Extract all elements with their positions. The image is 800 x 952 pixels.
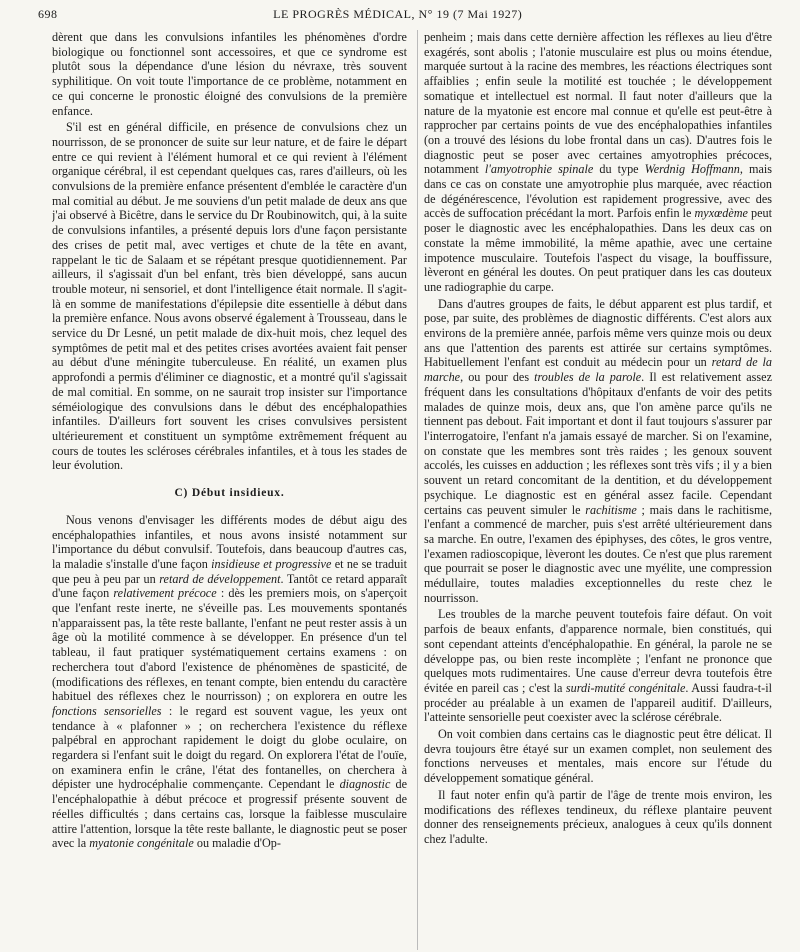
- right-column: [417, 30, 772, 950]
- journal-title: LE PROGRÈS MÉDICAL, N° 19 (7 Mai 1927): [273, 6, 523, 21]
- running-header: [38, 4, 762, 24]
- paragraph: S'il est en général difficile, en présence de convulsions chez un nourrisson, de se prononcer de suite sur leur nature, et de faire le départ entre ce qui revient à l'élément humoral et ce qui revient à l'élément organique cérébral, il est cependant quelques cas, rares d'ailleurs, où les convulsions de la première enfance présentent d'emblée le caractère d'un mal comitial au début. Je me souviens d'un petit malade de deux ans que j'ai observé à Bicêtre, dans le service du Dr Roubinowitch, qui, à la suite de convulsions infantiles, a présenté depuis lors d'une façon persistante des crises de petit mal, avec vertiges et chute de la tête en avant, rappelant le tic de Salaam et se répétant presque quotidiennement. Par ailleurs, il s'agissait d'un bel enfant, très bien développé, sans aucun trouble moteur, ni sensoriel, et dont l'intelligence était normale. Il s'agit-là en somme de manifestations d'épilepsie dite essentielle à début dans la première enfance. Nous avons observé également à Trousseau, dans le service du Dr Lesné, un petit malade de dix-huit mois, chez lequel des symptômes de petit mal et des petites crises avortées avaient fait penser au début d'une méningite tuberculeuse. En réalité, un examen plus approfondi a permis d'éliminer ce diagnostic, et a montré qu'il s'agissait de mal comitial. En somme, on ne saurait trop insister sur l'importance séméiologique des convulsions dans le début des encéphalopathies infantiles. D'ailleurs fort souvent les crises convulsives persistent ultérieurement et constituent un symptôme extrêmement fréquent au cours de toutes les scléroses cérébrales infantiles, et à tous les stades de leur évolution.: [52, 120, 407, 473]
- paragraph: penheim ; mais dans cette dernière affection les réflexes au lieu d'être exagérés, sont abolis ; l'atonie musculaire est plus ou moins étendue, marquée surtout à la racine des membres, les réactions électriques sont affaiblies ; enfin seule la motilité est touchée ; le développement somatique et intellectuel est normal. Il faut noter d'ailleurs que la nature de la myatonie est encore mal connue et qu'elle est peut-être à rapprocher par certains points de vue des encéphalopathies infantiles (on a trouvé des lésions du lobe frontal dans un cas). D'autres fois le diagnostic peut se poser avec certaines amyotrophies précoces, notamment l'amyotrophie spinale du type Werdnig Hoffmann, mais dans ce cas on constate une amyotrophie plus marquée, avec réaction de dégénérescence, l'évolution est rapidement progressive, avec des accès de suffocation précédant la mort. Parfois enfin le myxœdème peut poser le diagnostic avec les encéphalopathies. Dans les deux cas on constate la même immobilité, la même apathie, avec une certaine impotence musculaire. Toutefois l'aspect du visage, la bouffissure, lèveront en général les doutes. On peut pratiquer dans les cas douteux une radiographie du carpe.: [423, 30, 772, 294]
- paragraph: Nous venons d'envisager les différents modes de début aigu des encéphalopathies infantiles, et nous avons insisté notamment sur l'importance du début convulsif. Toutefois, dans beaucoup d'autres cas, la maladie s'installe d'une façon insidieuse et progressive et ne se traduit que peu à peu par un retard de développement. Tantôt ce retard apparaît d'une façon relativement précoce : dès les premiers mois, on s'aperçoit que l'enfant reste inerte, ne s'éveille pas. Les mouvements spontanés n'apparaissent pas, la tête reste ballante, l'enfant ne peut rester assis à un âge où la motilité commence à se développer. En présence d'un tel tableau, il faut pratiquer systématiquement certains examens : on recherchera tout d'abord l'existence de phénomènes de spasticité, de (modifications des réflexes, en tenant compte, bien entendu du caractère habituel des réflexes chez le nourrisson) ; on explorera en outre les fonctions sensorielles : le regard est souvent vague, les yeux ont tendance à « plafonner » ; on recherchera l'existence du réflexe palpébral en approchant rapidement le doigt du globe oculaire, on regardera si l'enfant suit le doigt du regard. On explorera l'état de l'ouïe, on examinera enfin le crâne, l'état des fontanelles, on cherchera à dépister une hydrocéphalie commençante. Cependant le diagnostic de l'encéphalopathie à début précoce et progressif présente souvent de réelles difficultés ; dans certains cas, lorsque la faiblesse musculaire attire l'attention, lorsque la tête reste ballante, le diagnostic peut se poser avec la myatonie congénitale ou maladie d'Op-: [52, 512, 407, 851]
- paragraph: dèrent que dans les convulsions infantiles les phénomènes d'ordre biologique ou fonctionnel sont accessoires, et que ce syndrome est plutôt sous la dépendance d'une lésion du névraxe, très souvent syphilitique. On voit toute l'importance de ce problème, notamment en ce qui concerne le pronostic éloigné des convulsions de la première enfance.: [52, 30, 407, 118]
- paragraph: Dans d'autres groupes de faits, le début apparent est plus tardif, et pose, par suite, des problèmes de diagnostic différents. C'est alors aux environs de la première année, parfois même vers quinze mois ou deux ans que l'attention des parents est attirée sur certains symptômes. Habituellement l'enfant est conduit au médecin pour un retard de la marche, ou pour des troubles de la parole. Il est relativement assez fréquent dans les consultations d'hôpitaux d'enfants de voir des petits malades de quinze mois, deux ans, que l'on amène parce qu'ils ne tiennent pas debout. Fait important et dont il faut toujours s'assurer par l'interrogatoire, l'enfant n'a jamais essayé de marcher. Si on l'examine, on constate que les membres sont très raides ; les genoux souvent accolés, les cuisses en adduction ; les réflexes sont très vifs ; il y a bien souvent un retard concomitant de la dentition, et du développement psychique. Le diagnostic est en général assez facile. Cependant certains cas peuvent simuler le rachitisme ; mais dans le rachitisme, l'enfant a commencé de marcher, puis s'est arrêté ultérieurement dans sa marche. En outre, l'examen des épiphyses, des côtes, le gros ventre, l'examen radioscopique, lèveront les doutes. Ce n'est que plus rarement que pourrait se poser le diagnostic avec une myélite, une compression médullaire, toutes maladies exceptionnelles du reste chez le nourrisson.: [423, 296, 772, 605]
- paragraph: Il faut noter enfin qu'à partir de l'âge de trente mois environ, les modifications des réflexes tendineux, du réflexe plantaire peuvent donner des renseignements précieux, analogues à ceux qu'ils donnent chez l'adulte.: [423, 787, 772, 846]
- section-heading: C) Début insidieux.: [174, 487, 285, 500]
- paragraph: Les troubles de la marche peuvent toutefois faire défaut. On voit parfois de beaux enfants, d'apparence normale, bien constitués, qui sont cependant atteints d'encéphalopathie. En général, la parole ne se développe pas, ou bien reste incomplète ; l'enfant ne prononce que quelques mots rudimentaires. Une cause d'erreur devra toutefois être évitée en pareil cas ; c'est la surdi-mutité congénitale. Aussi faudra-t-il procéder au préalable à un examen de l'appareil auditif. D'ailleurs, l'atteinte sensorielle peut coexister avec la sclérose cérébrale.: [423, 607, 772, 725]
- left-column: [52, 30, 407, 950]
- text-columns: [52, 30, 772, 950]
- page-number: 698: [38, 6, 58, 21]
- paragraph: On voit combien dans certains cas le diagnostic peut être délicat. Il devra toujours être étayé sur un examen complet, non seulement des fonctions nerveuses et mentales, mais encore sur l'étude du développement somatique général.: [423, 727, 772, 786]
